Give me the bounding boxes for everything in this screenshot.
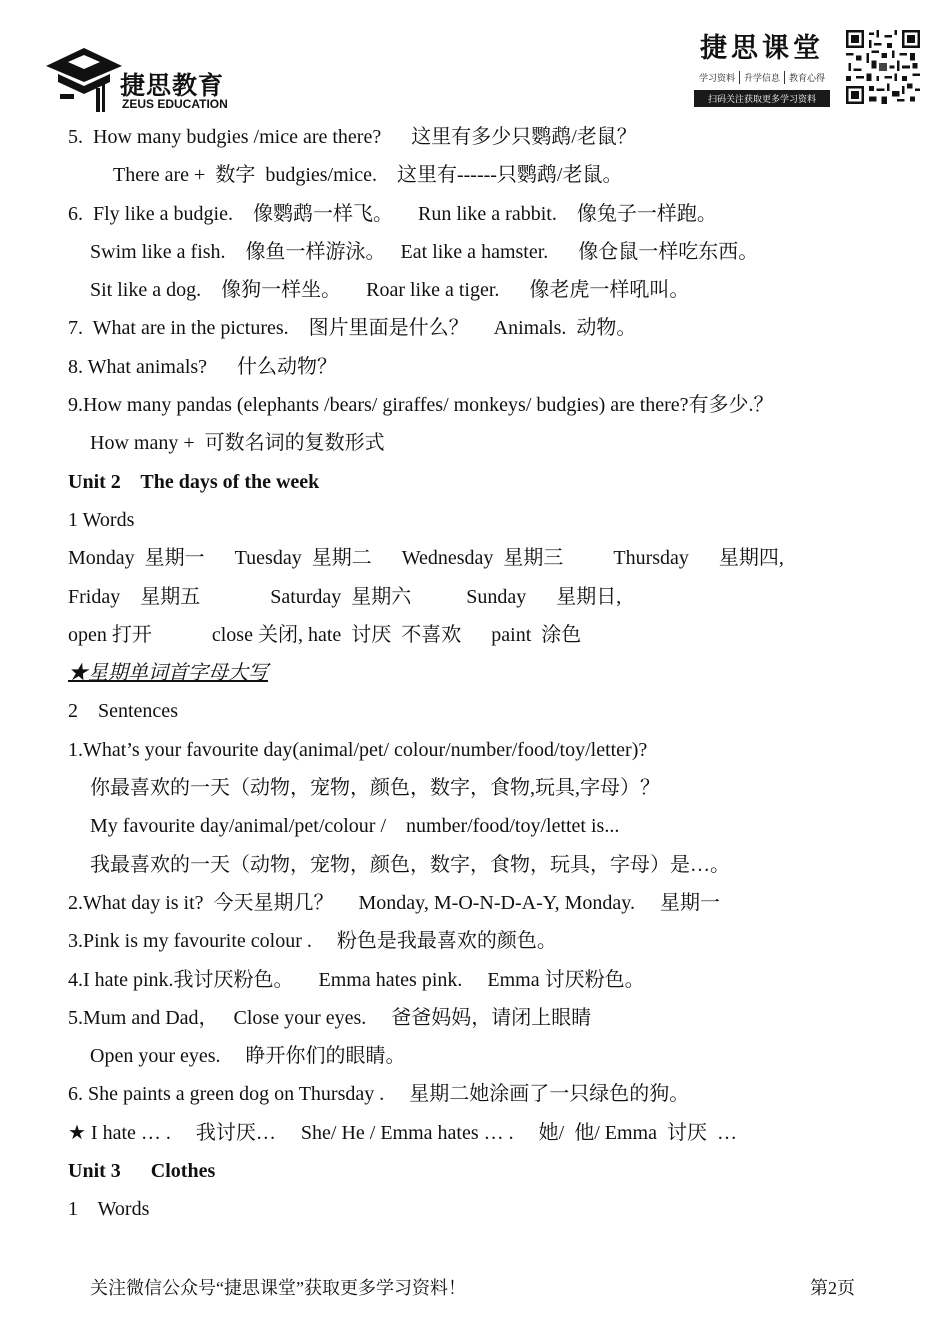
note-line: ★星期单词首字母大写	[68, 662, 268, 685]
qr-code-icon[interactable]	[846, 30, 920, 104]
text-line: 6. Fly like a budgie. 像鹦鹉一样飞。 Run like a rabbit. 像兔子一样跑。	[68, 202, 717, 225]
brand-block	[694, 26, 830, 107]
text-line: open 打开 close 关闭, hate 讨厌 不喜欢 paint 涂色	[68, 623, 582, 646]
text-line: Open your eyes. 睁开你们的眼睛。	[90, 1045, 406, 1068]
page-footer	[0, 1274, 950, 1304]
brand-tag: 学习资料	[698, 74, 735, 84]
text-line: Swim like a fish. 像鱼一样游泳。 Eat like a hamster. 像仓鼠一样吃东西。	[90, 240, 759, 263]
section-heading: 1 Words	[68, 1198, 150, 1221]
unit-heading: Unit 2 The days of the week	[68, 470, 320, 493]
text-line: My favourite day/animal/pet/colour / number/food/toy/lettet is...	[90, 815, 620, 838]
section-heading: 1 Words	[68, 508, 135, 531]
brand-tag: 升学信息	[739, 71, 780, 84]
unit-heading: Unit 3 Clothes	[68, 1160, 216, 1183]
text-line: 1.What’s your favourite day(animal/pet/ colour/number/food/toy/letter)?	[68, 738, 648, 761]
text-line: Friday 星期五 Saturday 星期六 Sunday 星期日,	[68, 585, 622, 608]
text-line: 5.Mum and Dad， Close your eyes. 爸爸妈妈，请闭上眼睛	[68, 1006, 592, 1029]
text-line: How many + 可数名词的复数形式	[90, 432, 385, 455]
text-line: Monday 星期一 Tuesday 星期二 Wednesday 星期三 Thursday 星期四,	[68, 547, 784, 570]
text-line: 8. What animals? 什么动物？	[68, 355, 338, 378]
graduation-cap-logo-icon	[44, 42, 124, 114]
text-line: ★ I hate … . 我讨厌… She/ He / Emma hates … . 她/ 他/ Emma 讨厌 …	[68, 1121, 737, 1144]
section-heading: 2 Sentences	[68, 700, 178, 723]
page-header	[0, 0, 950, 120]
document-body	[68, 118, 908, 1229]
logo-chinese-name: 捷思教育	[120, 71, 225, 100]
text-line: 4.I hate pink.我讨厌粉色。 Emma hates pink. Emma 讨厌粉色。	[68, 968, 645, 991]
text-line: 你最喜欢的一天（动物，宠物，颜色，数字，食物,玩具,字母）？	[90, 777, 660, 800]
brand-tag: 教育心得	[784, 71, 825, 84]
text-line: 6. She paints a green dog on Thursday . 星期二她涂画了一只绿色的狗。	[68, 1083, 690, 1106]
text-line: 2.What day is it? 今天星期几？ Monday, M-O-N-D-A-Y, Monday. 星期一	[68, 891, 720, 914]
text-line: There are + 数字 budgies/mice. 这里有------只鹦鹉/老鼠。	[113, 164, 623, 187]
footer-note: 关注微信公众号“捷思课堂”获取更多学习资料！	[90, 1278, 466, 1298]
page-number: 第2页	[810, 1278, 855, 1298]
text-line: Sit like a dog. 像狗一样坐。 Roar like a tiger. 像老虎一样吼叫。	[90, 279, 690, 302]
brand-tags	[694, 71, 830, 84]
logo-english-name: ZEUS EDUCATION	[122, 97, 228, 111]
brand-bar: 扫码关注获取更多学习资料	[694, 90, 830, 107]
text-line: 我最喜欢的一天（动物，宠物，颜色，数字，食物，玩具，字母）是…。	[90, 853, 730, 876]
text-line: 3.Pink is my favourite colour . 粉色是我最喜欢的颜色。	[68, 930, 557, 953]
text-line: 9.How many pandas (elephants /bears/ giraffes/ monkeys/ budgies) are there?有多少.？	[68, 394, 774, 417]
text-line: 7. What are in the pictures. 图片里面是什么？ Animals. 动物。	[68, 317, 637, 340]
text-line: 5. How many budgies /mice are there? 这里有多少只鹦鹉/老鼠？	[68, 126, 637, 148]
brand-title: 捷思课堂	[700, 33, 824, 64]
